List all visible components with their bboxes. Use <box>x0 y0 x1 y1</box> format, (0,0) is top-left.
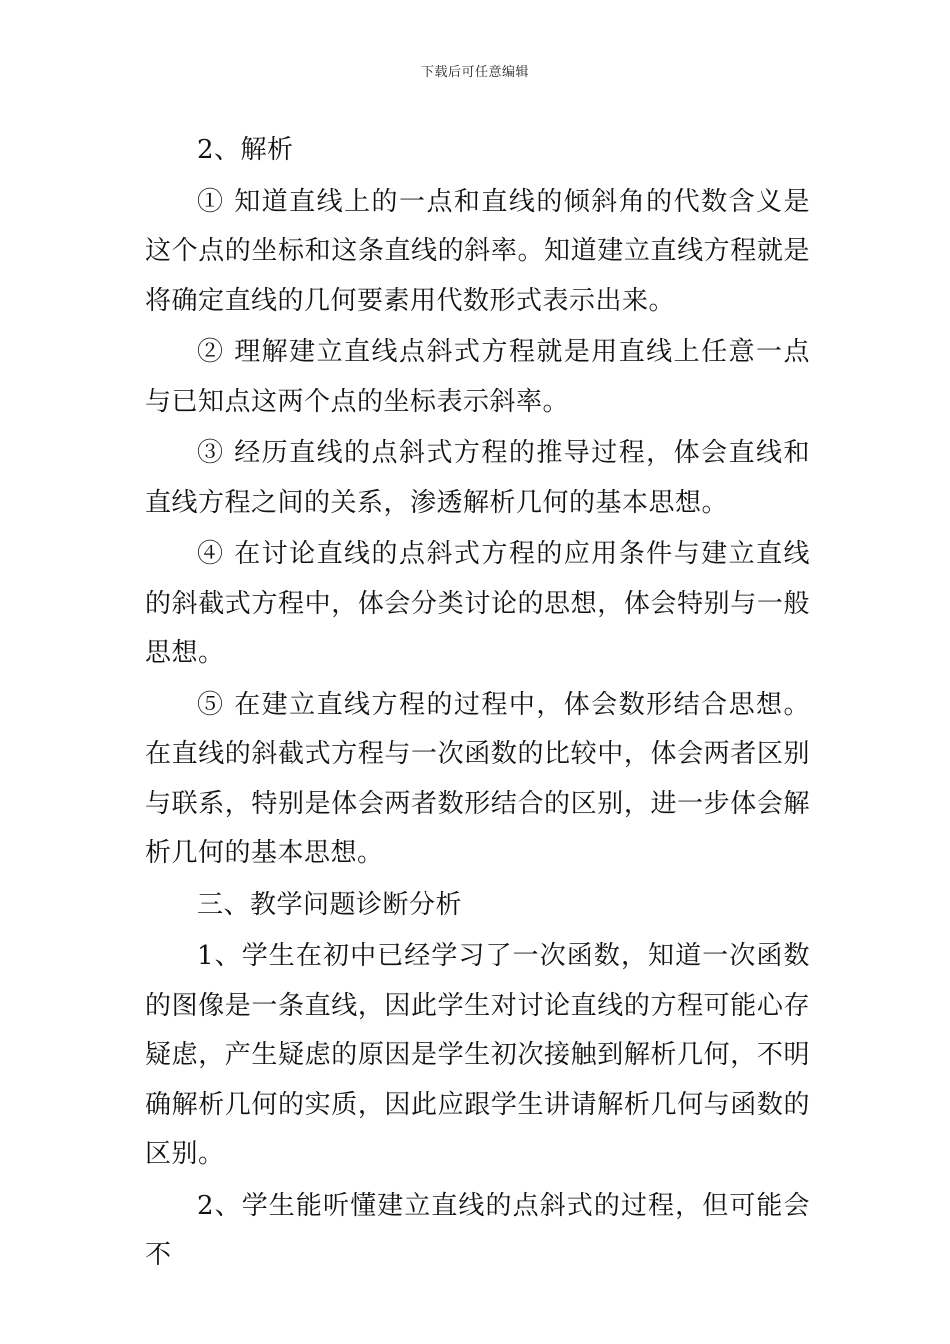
document-body <box>145 126 810 1281</box>
paragraph-diagnosis-1: 1、学生在初中已经学习了一次函数，知道一次函数的图像是一条直线，因此学生对讨论直线的方程可能心存疑虑，产生疑虑的原因是学生初次接触到解析几何，不明确解析几何的实质，因此应跟学生讲请解析几何与函数的区别。 <box>145 941 810 1169</box>
paragraph-diagnosis-2: 2、学生能听懂建立直线的点斜式的过程，但可能会不 <box>145 1190 810 1270</box>
page-header-note: 下载后可任意编辑 <box>420 65 529 80</box>
paragraph-item-2: ② 理解建立直线点斜式方程就是用直线上任意一点与已知点这两个点的坐标表示斜率。 <box>145 337 810 417</box>
paragraph-item-1: ① 知道直线上的一点和直线的倾斜角的代数含义是这个点的坐标和这条直线的斜率。知道建立直线方程就是将确定直线的几何要素用代数形式表示出来。 <box>145 186 810 316</box>
section-heading-diagnosis: 三、教学问题诊断分析 <box>197 889 463 920</box>
paragraph-item-5: ⑤ 在建立直线方程的过程中，体会数形结合思想。在直线的斜截式方程与一次函数的比较中，体会两者区别与联系，特别是体会两者数形结合的区别，进一步体会解析几何的基本思想。 <box>145 689 810 868</box>
section-heading-analysis: 2、解析 <box>197 135 294 165</box>
paragraph-item-4: ④ 在讨论直线的点斜式方程的应用条件与建立直线的斜截式方程中，体会分类讨论的思想，体会特别与一般思想。 <box>145 539 810 668</box>
paragraph-item-3: ③ 经历直线的点斜式方程的推导过程，体会直线和直线方程之间的关系，渗透解析几何的基本思想。 <box>145 438 810 518</box>
